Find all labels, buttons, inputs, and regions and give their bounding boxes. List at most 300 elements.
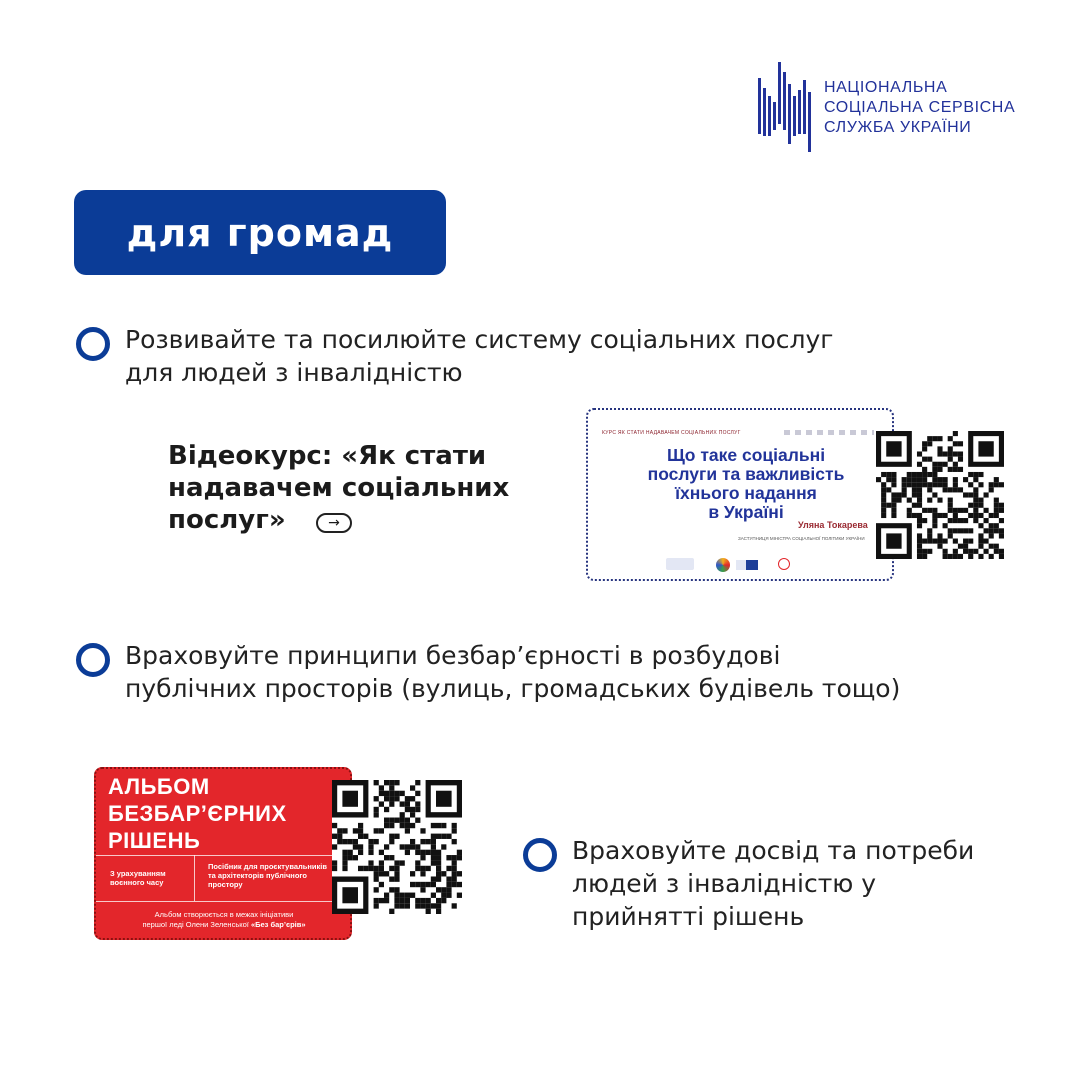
qr-module [457, 850, 462, 855]
qr-module [932, 518, 937, 523]
qr-module [917, 451, 922, 456]
qr-module [907, 472, 912, 477]
qr-module [452, 828, 457, 833]
qr-module [932, 477, 937, 482]
qr-finder-center [886, 441, 901, 456]
qr-module [368, 866, 373, 871]
qr-module [337, 834, 342, 839]
album-footer-text: першої леді Олени Зеленської [142, 920, 251, 929]
qr-module [932, 513, 937, 518]
qr-module [400, 801, 405, 806]
qr-module [400, 860, 405, 865]
qr-module [358, 844, 363, 849]
qr-module [384, 818, 389, 823]
qr-module [912, 472, 917, 477]
qr-module [389, 801, 394, 806]
qr-module [932, 436, 937, 441]
qr-module [446, 893, 451, 898]
qr-module [394, 876, 399, 881]
qr-module [989, 487, 994, 492]
qr-module [436, 898, 441, 903]
qr-module [994, 498, 999, 503]
partner-logo-icon [778, 558, 790, 570]
qr-module [943, 487, 948, 492]
album-note-line: простору [208, 880, 243, 889]
qr-module [994, 528, 999, 533]
qr-module [917, 518, 922, 523]
qr-module [405, 893, 410, 898]
qr-module [431, 839, 436, 844]
qr-module [912, 477, 917, 482]
qr-module [348, 839, 353, 844]
album-note-line: Посібник для проєктувальників [208, 862, 327, 871]
qr-module [415, 898, 420, 903]
qr-module [384, 844, 389, 849]
qr-module [410, 882, 415, 887]
qr-module [917, 523, 922, 528]
qr-module [410, 893, 415, 898]
qr-module [374, 780, 379, 785]
qr-module [400, 823, 405, 828]
qr-module [394, 887, 399, 892]
qr-module [410, 844, 415, 849]
partner-logo-icon [716, 558, 730, 572]
qr-module [902, 477, 907, 482]
qr-module [457, 855, 462, 860]
course-title-line: надавачем соціальних [168, 473, 510, 503]
qr-module [348, 850, 353, 855]
qr-module [937, 513, 942, 518]
qr-module [927, 487, 932, 492]
qr-module [999, 503, 1004, 508]
qr-module [999, 533, 1004, 538]
qr-module [973, 492, 978, 497]
qr-module [958, 518, 963, 523]
qr-module [394, 818, 399, 823]
qr-module [457, 871, 462, 876]
qr-module [958, 451, 963, 456]
qr-module [379, 785, 384, 790]
qr-module [984, 549, 989, 554]
qr-module [953, 441, 958, 446]
qr-module [948, 503, 953, 508]
qr-module [415, 903, 420, 908]
qr-module [994, 477, 999, 482]
qr-module [384, 807, 389, 812]
qr-module [907, 498, 912, 503]
qr-module [973, 518, 978, 523]
divider [96, 901, 352, 902]
qr-module [922, 508, 927, 513]
qr-module [420, 866, 425, 871]
audience-label: для громад [126, 210, 394, 255]
qr-module [389, 796, 394, 801]
qr-module [389, 791, 394, 796]
qr-module [410, 871, 415, 876]
qr-module [410, 812, 415, 817]
qr-module [902, 492, 907, 497]
video-speaker-role: ЗАСТУПНИЦЯ МІНІСТРА СОЦІАЛЬНОЇ ПОЛІТИКИ УКРАЇНИ [738, 536, 865, 541]
qr-module [374, 866, 379, 871]
qr-module [922, 518, 927, 523]
album-left-note [110, 869, 192, 887]
qr-module [332, 866, 337, 871]
qr-module [912, 513, 917, 518]
qr-module [937, 451, 942, 456]
qr-module [886, 487, 891, 492]
qr-module [886, 503, 891, 508]
video-qr-code[interactable] [876, 431, 1004, 559]
qr-module [978, 513, 983, 518]
qr-module [426, 909, 431, 914]
qr-module [374, 828, 379, 833]
album-footer [104, 910, 344, 930]
album-footer-line [104, 920, 344, 930]
qr-module [420, 839, 425, 844]
qr-module [948, 467, 953, 472]
qr-module [953, 528, 958, 533]
qr-module [405, 796, 410, 801]
qr-module [917, 549, 922, 554]
album-qr-code[interactable] [332, 780, 462, 914]
partner-logo-icon [666, 558, 694, 570]
qr-module [332, 834, 337, 839]
qr-module [932, 482, 937, 487]
qr-module [348, 855, 353, 860]
org-name-line: СЛУЖБА УКРАЇНИ [824, 119, 972, 136]
qr-module [441, 887, 446, 892]
qr-module [353, 844, 358, 849]
qr-module [917, 513, 922, 518]
qr-module [994, 503, 999, 508]
video-course-link[interactable] [168, 440, 568, 536]
qr-module [420, 850, 425, 855]
qr-module [917, 498, 922, 503]
qr-module [436, 855, 441, 860]
qr-module [963, 528, 968, 533]
qr-module [457, 882, 462, 887]
video-speaker: Уляна Токарева [798, 520, 868, 530]
qr-module [410, 807, 415, 812]
album-footer-initiative: «Без бар’єрів» [250, 920, 306, 929]
album-note-line: З урахуванням [110, 869, 166, 878]
qr-module [431, 893, 436, 898]
qr-module [891, 498, 896, 503]
qr-module [937, 446, 942, 451]
audience-badge [74, 190, 446, 275]
qr-module [989, 533, 994, 538]
qr-module [978, 472, 983, 477]
qr-module [881, 487, 886, 492]
qr-module [441, 893, 446, 898]
qr-module [968, 503, 973, 508]
qr-module [400, 893, 405, 898]
qr-module [922, 467, 927, 472]
qr-module [452, 855, 457, 860]
qr-module [978, 544, 983, 549]
qr-module [978, 554, 983, 559]
qr-module [999, 482, 1004, 487]
qr-module [379, 801, 384, 806]
qr-module [927, 498, 932, 503]
qr-module [405, 898, 410, 903]
qr-module [426, 903, 431, 908]
qr-module [994, 523, 999, 528]
qr-module [400, 903, 405, 908]
qr-module [953, 462, 958, 467]
qr-module [436, 850, 441, 855]
qr-finder-center [342, 791, 358, 807]
qr-module [927, 441, 932, 446]
qr-module [891, 508, 896, 513]
qr-module [953, 451, 958, 456]
qr-module [441, 834, 446, 839]
qr-module [374, 812, 379, 817]
qr-module [932, 492, 937, 497]
qr-module [963, 539, 968, 544]
qr-module [943, 554, 948, 559]
qr-module [932, 467, 937, 472]
qr-module [963, 549, 968, 554]
qr-module [431, 834, 436, 839]
qr-module [973, 513, 978, 518]
qr-finder-center [886, 533, 901, 548]
qr-module [452, 871, 457, 876]
qr-module [978, 539, 983, 544]
qr-module [958, 544, 963, 549]
qr-module [891, 482, 896, 487]
qr-module [389, 866, 394, 871]
qr-module [420, 898, 425, 903]
qr-module [446, 876, 451, 881]
qr-module [999, 508, 1004, 513]
qr-module [374, 903, 379, 908]
qr-module [379, 791, 384, 796]
qr-module [405, 807, 410, 812]
qr-module [452, 860, 457, 865]
qr-module [881, 492, 886, 497]
qr-module [394, 898, 399, 903]
qr-module [415, 860, 420, 865]
qr-module [452, 882, 457, 887]
qr-module [436, 866, 441, 871]
qr-module [342, 828, 347, 833]
qr-module [968, 482, 973, 487]
qr-module [973, 487, 978, 492]
qr-module [927, 436, 932, 441]
qr-module [431, 903, 436, 908]
qr-module [415, 844, 420, 849]
video-title-line: послуги та важливість [647, 464, 845, 484]
qr-module [984, 508, 989, 513]
bullet-item [572, 834, 1042, 933]
album-right-note [208, 862, 348, 889]
qr-module [353, 828, 358, 833]
qr-module [958, 487, 963, 492]
qr-module [379, 866, 384, 871]
qr-module [912, 492, 917, 497]
bullet-text-line: прийнятті рішень [572, 902, 805, 931]
qr-module [932, 539, 937, 544]
qr-module [917, 533, 922, 538]
qr-module [436, 876, 441, 881]
qr-module [948, 518, 953, 523]
qr-module [937, 498, 942, 503]
bullet-ring-icon [76, 327, 110, 361]
qr-module [394, 791, 399, 796]
qr-module [358, 866, 363, 871]
bullet-text-line: Розвивайте та посилюйте систему соціальних послуг [125, 325, 834, 354]
qr-module [968, 554, 973, 559]
qr-module [415, 807, 420, 812]
video-thumbnail-card[interactable] [586, 408, 894, 581]
qr-module [431, 823, 436, 828]
qr-module [973, 498, 978, 503]
qr-module [394, 834, 399, 839]
qr-module [436, 823, 441, 828]
qr-module [927, 528, 932, 533]
course-title-line: Відеокурс: «Як стати [168, 441, 487, 471]
qr-module [886, 477, 891, 482]
qr-module [384, 893, 389, 898]
qr-module [436, 887, 441, 892]
qr-module [389, 839, 394, 844]
qr-module [431, 855, 436, 860]
qr-module [943, 477, 948, 482]
qr-module [389, 780, 394, 785]
qr-module [948, 446, 953, 451]
qr-module [963, 544, 968, 549]
qr-module [379, 898, 384, 903]
qr-module [937, 544, 942, 549]
qr-module [927, 472, 932, 477]
qr-module [400, 818, 405, 823]
qr-module [999, 518, 1004, 523]
album-card[interactable] [94, 767, 352, 940]
progress-dots-icon [784, 430, 874, 435]
qr-module [405, 850, 410, 855]
qr-module [907, 477, 912, 482]
qr-module [420, 882, 425, 887]
bullet-ring-icon [76, 643, 110, 677]
qr-module [922, 441, 927, 446]
video-title-line: в Україні [708, 502, 784, 522]
qr-module [958, 528, 963, 533]
qr-module [881, 472, 886, 477]
qr-module [353, 855, 358, 860]
qr-module [400, 791, 405, 796]
qr-module [922, 457, 927, 462]
qr-module [953, 554, 958, 559]
qr-module [978, 533, 983, 538]
qr-module [332, 823, 337, 828]
arrow-right-icon[interactable]: → [316, 513, 352, 533]
qr-module [891, 503, 896, 508]
qr-module [337, 839, 342, 844]
qr-module [912, 503, 917, 508]
qr-module [943, 549, 948, 554]
qr-module [963, 492, 968, 497]
qr-module [420, 828, 425, 833]
qr-module [452, 866, 457, 871]
qr-module [389, 909, 394, 914]
qr-module [374, 807, 379, 812]
video-title-line: їхнього надання [675, 483, 817, 503]
qr-module [446, 855, 451, 860]
qr-module [953, 467, 958, 472]
qr-module [994, 513, 999, 518]
qr-module [917, 539, 922, 544]
qr-module [943, 482, 948, 487]
qr-module [441, 823, 446, 828]
qr-module [446, 834, 451, 839]
qr-module [431, 876, 436, 881]
qr-module [358, 823, 363, 828]
qr-module [973, 477, 978, 482]
qr-module [886, 472, 891, 477]
album-title [108, 773, 348, 854]
qr-module [948, 498, 953, 503]
qr-module [436, 903, 441, 908]
qr-module [389, 834, 394, 839]
qr-module [912, 482, 917, 487]
qr-module [353, 839, 358, 844]
qr-module [953, 549, 958, 554]
qr-module [963, 518, 968, 523]
qr-module [410, 823, 415, 828]
qr-module [431, 860, 436, 865]
qr-module [368, 844, 373, 849]
qr-module [932, 508, 937, 513]
qr-module [948, 451, 953, 456]
qr-module [978, 503, 983, 508]
qr-module [881, 482, 886, 487]
qr-module [384, 780, 389, 785]
qr-module [379, 882, 384, 887]
bullet-item [125, 639, 1055, 705]
qr-module [994, 544, 999, 549]
qr-module [342, 855, 347, 860]
qr-module [384, 791, 389, 796]
qr-module [342, 860, 347, 865]
qr-module [927, 508, 932, 513]
album-title-line: БЕЗБАР’ЄРНИХ [108, 801, 287, 826]
qr-module [891, 477, 896, 482]
qr-module [896, 498, 901, 503]
qr-module [943, 462, 948, 467]
qr-module [420, 855, 425, 860]
qr-module [922, 472, 927, 477]
qr-module [420, 903, 425, 908]
qr-module [958, 508, 963, 513]
qr-module [374, 887, 379, 892]
qr-module [973, 472, 978, 477]
qr-module [948, 554, 953, 559]
qr-module [431, 882, 436, 887]
qr-module [415, 791, 420, 796]
qr-module [452, 876, 457, 881]
qr-module [984, 539, 989, 544]
qr-module [389, 855, 394, 860]
qr-module [452, 823, 457, 828]
qr-module [436, 909, 441, 914]
qr-module [917, 487, 922, 492]
qr-module [932, 523, 937, 528]
qr-module [917, 472, 922, 477]
qr-module [922, 539, 927, 544]
qr-module [948, 508, 953, 513]
qr-module [368, 860, 373, 865]
